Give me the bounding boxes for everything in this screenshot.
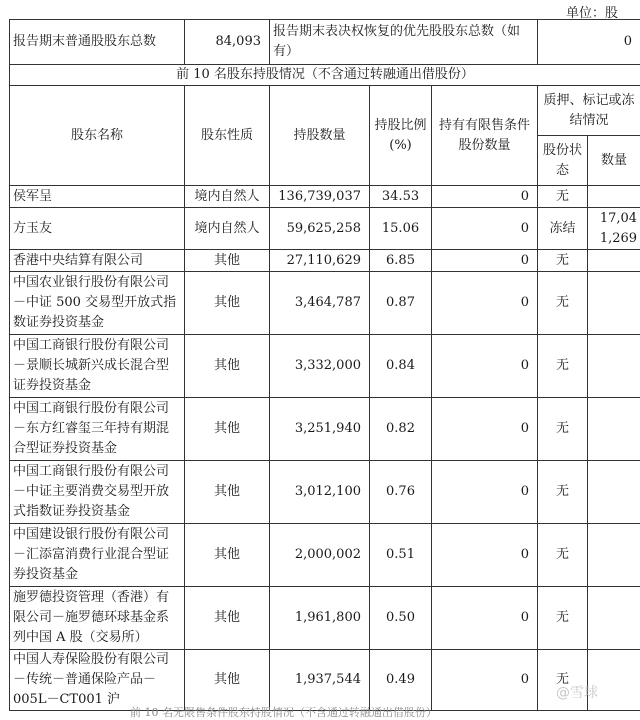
- unit-label: 单位：股: [566, 2, 618, 21]
- table-row: [10, 650, 640, 711]
- holder-status: 无: [538, 250, 588, 272]
- holder-status: 无: [538, 272, 588, 335]
- holder-status: 无: [538, 335, 588, 398]
- summary-row: [10, 20, 640, 65]
- holder-ratio: 0.49: [370, 650, 432, 711]
- holder-restricted: 0: [432, 272, 538, 335]
- holder-status: 无: [538, 398, 588, 461]
- holder-nature: 其他: [185, 272, 270, 335]
- table-row: [10, 186, 640, 208]
- header-nature: 股东性质: [185, 86, 270, 186]
- holder-qty: [588, 250, 640, 272]
- holder-qty: [588, 461, 640, 524]
- holder-nature: 其他: [185, 650, 270, 711]
- holder-ratio: 0.82: [370, 398, 432, 461]
- table-row: [10, 335, 640, 398]
- holder-name: 施罗德投资管理（香港）有限公司－施罗德环球基金系列中国 A 股（交易所）: [10, 587, 185, 650]
- holder-name: 侯军呈: [10, 186, 185, 208]
- holder-nature: 其他: [185, 587, 270, 650]
- holder-nature: 境内自然人: [185, 208, 270, 250]
- holder-qty: [588, 524, 640, 587]
- holder-ratio: 34.53: [370, 186, 432, 208]
- header-name: 股东名称: [10, 86, 185, 186]
- header-shares: 持股数量: [270, 86, 370, 186]
- holder-name: 中国工商银行股份有限公司－东方红睿玺三年持有期混合型证券投资基金: [10, 398, 185, 461]
- holder-name: 中国人寿保险股份有限公司－传统－普通保险产品－005L－CT001 沪: [10, 650, 185, 711]
- holder-nature: 其他: [185, 250, 270, 272]
- holder-nature: 其他: [185, 461, 270, 524]
- shareholder-table: [9, 19, 640, 711]
- holder-restricted: 0: [432, 250, 538, 272]
- holder-ratio: 6.85: [370, 250, 432, 272]
- holder-name: 中国建设银行股份有限公司－汇添富消费行业混合型证券投资基金: [10, 524, 185, 587]
- section-title-row: [10, 65, 640, 86]
- section-title: 前 10 名股东持股情况（不含通过转融通出借股份）: [10, 65, 640, 86]
- holder-restricted: 0: [432, 335, 538, 398]
- holder-shares: 3,464,787: [270, 272, 370, 335]
- holder-qty: [588, 272, 640, 335]
- holder-shares: 2,000,002: [270, 524, 370, 587]
- holder-name: 中国农业银行股份有限公司－中证 500 交易型开放式指数证券投资基金: [10, 272, 185, 335]
- holder-status: 无: [538, 650, 588, 711]
- holder-name: 香港中央结算有限公司: [10, 250, 185, 272]
- holder-qty: [588, 398, 640, 461]
- holder-restricted: 0: [432, 186, 538, 208]
- holder-status: 无: [538, 461, 588, 524]
- table-row: [10, 250, 640, 272]
- header-pledge-status: 股份状态: [538, 136, 588, 186]
- header-pledge-qty: 数量: [588, 136, 640, 186]
- holder-status: 无: [538, 587, 588, 650]
- table-row: [10, 587, 640, 650]
- holder-nature: 境内自然人: [185, 186, 270, 208]
- preferred-holders-value: 0: [538, 20, 640, 65]
- holder-nature: 其他: [185, 398, 270, 461]
- table-row: [10, 461, 640, 524]
- holder-status: 无: [538, 524, 588, 587]
- holder-restricted: 0: [432, 398, 538, 461]
- common-holders-value: 84,093: [185, 20, 270, 65]
- holder-shares: 1,937,544: [270, 650, 370, 711]
- common-holders-label: 报告期末普通股股东总数: [10, 20, 185, 65]
- holder-restricted: 0: [432, 208, 538, 250]
- holder-nature: 其他: [185, 524, 270, 587]
- holder-name: 方玉友: [10, 208, 185, 250]
- table-row: [10, 524, 640, 587]
- holder-qty: 17,041,269: [588, 208, 640, 250]
- holder-ratio: 0.76: [370, 461, 432, 524]
- holder-shares: 59,625,258: [270, 208, 370, 250]
- holder-shares: 1,961,800: [270, 587, 370, 650]
- holder-qty: [588, 335, 640, 398]
- holder-restricted: 0: [432, 461, 538, 524]
- holder-ratio: 0.51: [370, 524, 432, 587]
- holder-shares: 3,251,940: [270, 398, 370, 461]
- table-row: [10, 208, 640, 250]
- holder-status: 冻结: [538, 208, 588, 250]
- holder-restricted: 0: [432, 524, 538, 587]
- table-row: [10, 272, 640, 335]
- header-row: [10, 86, 640, 136]
- header-restricted: 持有有限售条件股份数量: [432, 86, 538, 186]
- holder-name: 中国工商银行股份有限公司－景顺长城新兴成长混合型证券投资基金: [10, 335, 185, 398]
- holder-restricted: 0: [432, 587, 538, 650]
- preferred-holders-label: 报告期末表决权恢复的优先股股东总数（如有）: [270, 20, 538, 65]
- header-pledge-group: 质押、标记或冻结情况: [538, 86, 640, 136]
- holder-shares: 136,739,037: [270, 186, 370, 208]
- holder-ratio: 0.87: [370, 272, 432, 335]
- watermark: @雪球: [556, 682, 598, 702]
- holder-qty: [588, 587, 640, 650]
- holder-status: 无: [538, 186, 588, 208]
- holder-shares: 3,012,100: [270, 461, 370, 524]
- holder-shares: 27,110,629: [270, 250, 370, 272]
- table-row: [10, 398, 640, 461]
- holder-shares: 3,332,000: [270, 335, 370, 398]
- holder-name: 中国工商银行股份有限公司－中证主要消费交易型开放式指数证券投资基金: [10, 461, 185, 524]
- holder-ratio: 0.50: [370, 587, 432, 650]
- holder-ratio: 15.06: [370, 208, 432, 250]
- holder-qty: [588, 186, 640, 208]
- header-ratio: 持股比例(%): [370, 86, 432, 186]
- holder-restricted: 0: [432, 650, 538, 711]
- next-section-title: 前 10 名无限售条件股东持股情况（不含通过转融通出借股份）: [130, 704, 437, 720]
- holder-nature: 其他: [185, 335, 270, 398]
- holder-ratio: 0.84: [370, 335, 432, 398]
